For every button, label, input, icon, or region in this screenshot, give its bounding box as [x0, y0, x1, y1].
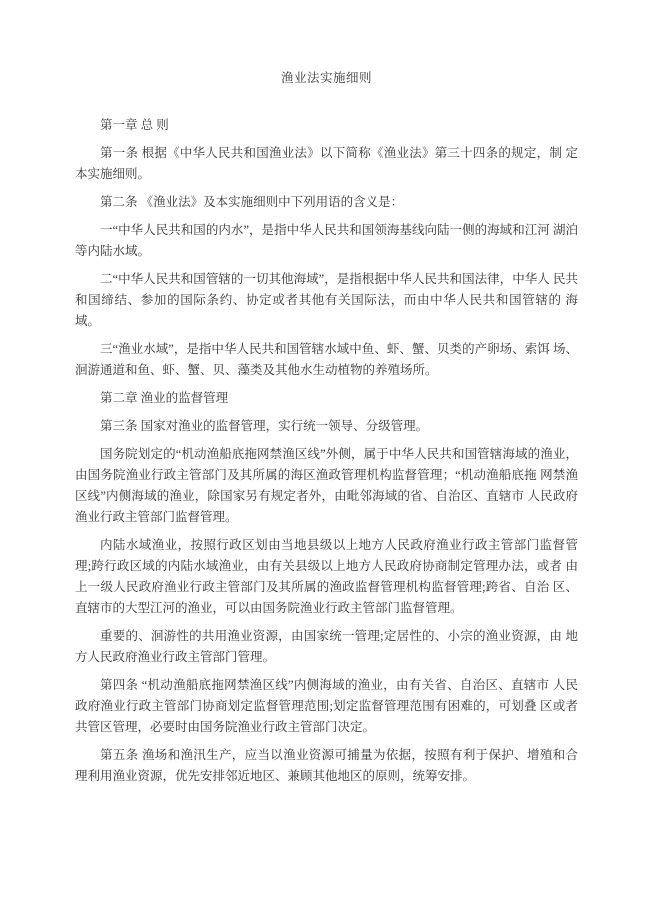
chapter-2-heading: 第二章 渔业的监督管理: [100, 391, 229, 405]
article-3-inland-management-paragraph: 内陆水域渔业，按照行政区划由当地县级以上地方人民政府渔业行政主管部门监督管理;跨行政区域的内陆水域渔业，由有关县级以上地方人民政府协商制定管理办法，或者 由上一级人民政府渔业行政主管部门及其所属的渔政监督管理机构监督管理;跨省、自治 区、直辖市的大型江河的渔业，可以由国务院渔业行政主管部门监督管理。: [75, 538, 578, 615]
article-1-paragraph: 第一条 根据《中华人民共和国渔业法》以下简称《渔业法》第三十四条的规定，制 定本实施细则。: [75, 146, 578, 181]
chapter-1-heading: 第一章 总 则: [100, 118, 169, 132]
article-5-paragraph: 第五条 渔场和渔汛生产，应当以渔业资源可捕量为依据，按照有利于保护、增殖和合理利用渔业资源，优先安排邻近地区、兼顾其他地区的原则，统筹安排。: [75, 748, 578, 783]
definition-fishery-waters: 三“渔业水域”，是指中华人民共和国管辖水域中鱼、虾、蟹、贝类的产卵场、索饵 场、洄游通道和鱼、虾、蟹、贝、藻类及其他水生动植物的养殖场所。: [75, 342, 578, 377]
article-4-paragraph: 第四条 “机动渔船底拖网禁渔区线”内侧海域的渔业，由有关省、自治区、直辖市 人民政府渔业行政主管部门协商划定监督管理范围;划定监督管理范围有困难的，可划叠 区或者共管区管理，必要时由国务院渔业行政主管部门决定。: [75, 678, 578, 734]
article-3-resources-paragraph: 重要的、洄游性的共用渔业资源，由国家统一管理;定居性的、小宗的渔业资源，由 地方人民政府渔业行政主管部门管理。: [75, 629, 578, 664]
article-3-paragraph: 第三条 国家对渔业的监督管理，实行统一领导、分级管理。: [100, 419, 429, 433]
definition-other-sea-areas: 二“中华人民共和国管辖的一切其他海域”，是指根据中华人民共和国法律，中华人 民共和国缔结、参加的国际条约、协定或者其他有关国际法，而由中华人民共和国管辖的 海域。: [75, 272, 578, 328]
document-title: 渔业法实施细则: [280, 71, 372, 85]
definition-inland-waters: 一“中华人民共和国的内水”，是指中华人民共和国领海基线向陆一侧的海域和江河 湖泊等内陆水域。: [75, 223, 578, 258]
article-3-sea-management-paragraph: 国务院划定的“机动渔船底拖网禁渔区线”外侧，属于中华人民共和国管辖海域的渔业，由国务院渔业行政主管部门及其所属的海区渔政管理机构监督管理；“机动渔船底拖 网禁渔区线”内侧海域的渔业，除国家另有规定者外，由毗邻海域的省、自治区、直辖市 人民政府渔业行政主管部门监督管理。: [75, 447, 578, 524]
article-2-paragraph: 第二条 《渔业法》及本实施细则中下列用语的含义是：: [100, 195, 404, 209]
